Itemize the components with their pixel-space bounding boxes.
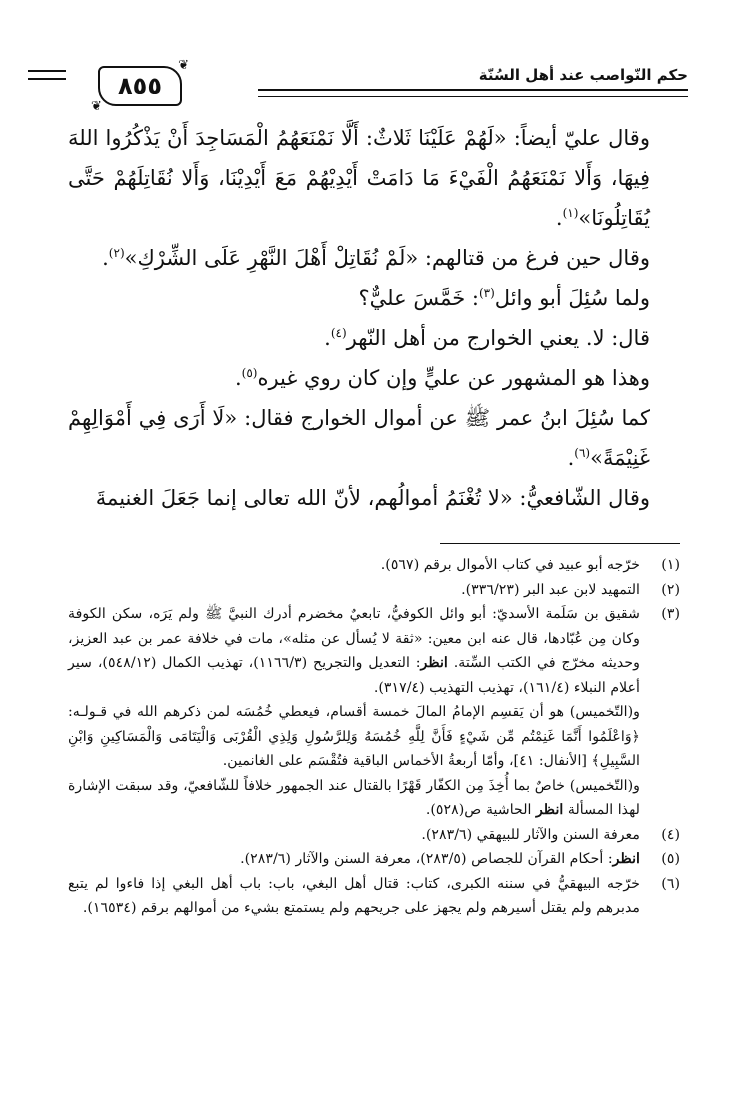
footnote-number: (٥) xyxy=(661,851,680,867)
paragraph: وقال الشّافعيُّ: «لا تُغْنَمُ أموالُهم، لأنّ الله تعالى إنما جَعَلَ الغنيمةَ xyxy=(95,486,650,510)
main-text xyxy=(68,118,680,518)
footnote-text: شقيق بن سَلَمة الأسديّ: أبو وائل الكوفيُّ، تابعيٌ مخضرم أدرك النبيَّ ﷺ ولم يَرَه، سكن الكوفة وكان مِن عُبّادها، قال عنه ابن معين: «ثقة لا يُسأل عن مثله»، مات في خلافة عمر بن عبد العزيز، وحديثه مخرّج في الكتب السِّتة. انظر: التعديل والتجريح (١١٦٦/٣)، تهذيب الكمال (٥٤٨/١٢)، سير أعلام النبلاء (١٦١/٤)، تهذيب التهذيب (٣١٧/٤). xyxy=(68,606,640,696)
footnote xyxy=(68,872,680,921)
paragraph: وقال حين فرغ من قتالهم: «لَمْ نُقَاتِلْ أَهْلَ النَّهْرِ عَلَى الشِّرْكِ»$^{(٢)}$. xyxy=(102,246,650,270)
footnote-ref: (٦) xyxy=(574,446,591,460)
footnote-text: التمهيد لابن عبد البر (٣٣٦/٢٣). xyxy=(461,581,640,598)
footnote-number: (٣) xyxy=(661,606,680,622)
ornament-icon: ❦ xyxy=(178,58,189,73)
footnote-text: خرّجه البيهقيُّ في سننه الكبرى، كتاب: قتال أهل البغي، باب: باب أهل البغي إذا فاءوا لم يتبع مدبرهم ولم يقتل أسيرهم ولم يجهز على جريحهم ولم يستمتع بشيء من أموالهم برقم (١٦٥٣٤). xyxy=(68,875,640,916)
footnote xyxy=(68,847,680,872)
header-rule xyxy=(258,89,688,97)
paragraph: قال: لا. يعني الخوارج من أهل النّهر$^{(٤)}$. xyxy=(324,326,650,350)
paragraph: وهذا هو المشهور عن عليٍّ وإن كان روي غيره$^{(٥)}$. xyxy=(234,366,650,390)
page-header xyxy=(68,56,688,114)
footnote-ref: (١) xyxy=(562,206,579,220)
footnote-ref: (٤) xyxy=(330,326,347,340)
footnote-number: (٦) xyxy=(661,875,680,892)
paragraph: كما سُئِلَ ابنُ عمر ﷺ عن أموال الخوارج فقال: «لَا أَرَى فِي أَمْوَالِهِمْ غَنِيْمَةً»$^{(٦)}$. xyxy=(68,406,650,470)
footnote xyxy=(68,602,680,700)
page-number: ٨٥٥ xyxy=(118,72,162,100)
footnote-separator xyxy=(440,543,680,544)
footnote-text: معرفة السنن والآثار للبيهقي (٢٨٣/٦). xyxy=(421,826,640,843)
footnote-continuation: و(التّخميس) هو أن يَقسِم الإمامُ المالَ خمسة أقسام، فيعطي خُمُسَه لمن ذكرهم الله في قـولـه: ﴿وَاعْلَمُوا أَنَّمَا غَنِمْتُم مِّن شَيْءٍ فَأَنَّ لِلَّهِ خُمُسَهُ وَلِلرَّسُولِ وَلِذِي الْقُرْبَى وَالْيَتَامَى وَالْمَسَاكِينِ وَابْنِ السَّبِيلِ﴾ [الأنفال: ٤١]، وأمّا أربعةُ الأخماس الباقية فتُقْسَم على الغانمين. xyxy=(68,704,640,769)
footnote xyxy=(68,823,680,848)
footnote xyxy=(68,553,680,578)
footnote-continuation: و(التّخميس) خاصٌ بما أُخِذَ مِن الكفّار قَهْرًا بالقتال عند الجمهور خلافاً للشّافعيّ، وقد سبقت الإشارة لهذا المسألة انظر الحاشية ص(٥٢٨). xyxy=(68,777,640,818)
badge-double-line xyxy=(28,70,66,80)
page-number-badge xyxy=(91,58,189,114)
ornament-icon: ❦ xyxy=(91,99,102,114)
footnote-text: خرّجه أبو عبيد في كتاب الأموال برقم (٥٦٧). xyxy=(380,557,640,573)
footnote-ref: (٢) xyxy=(108,246,125,260)
footnote xyxy=(68,578,680,603)
footnote-ref: (٥) xyxy=(241,366,258,380)
footnotes xyxy=(68,553,680,921)
footnote-text: انظر: أحكام القرآن للجصاص (٢٨٣/٥)، معرفة السنن والآثار (٢٨٣/٦). xyxy=(240,851,640,867)
paragraph: ولما سُئِلَ أبو وائل$^{(٣)}$: خَمَّسَ عليٌّ؟ xyxy=(358,286,650,310)
footnote-number: (٢) xyxy=(661,581,680,598)
footnote-ref: (٣) xyxy=(478,286,495,300)
footnote-number: (٤) xyxy=(661,826,680,843)
footnote-number: (١) xyxy=(661,557,680,573)
paragraph: وقال عليّ أيضاً: «لَهُمْ عَلَيْنَا ثَلاثٌ: أَلَّا نَمْنَعَهُمُ الْمَسَاجِدَ أَنْ يَذْكُرُوا اللهَ فِيهَا، وَأَلا نَمْنَعَهُمُ الْفَيْءَ مَا دَامَتْ أَيْدِيْهُمْ مَعَ أَيْدِيْنَا، وَأَلا نُقَاتِلَهُمْ حَتَّى يُقَاتِلُونَا»$^{(١)}$. xyxy=(68,126,650,230)
running-title: حكم النّواصب عند أهل السُنّة xyxy=(478,66,688,84)
